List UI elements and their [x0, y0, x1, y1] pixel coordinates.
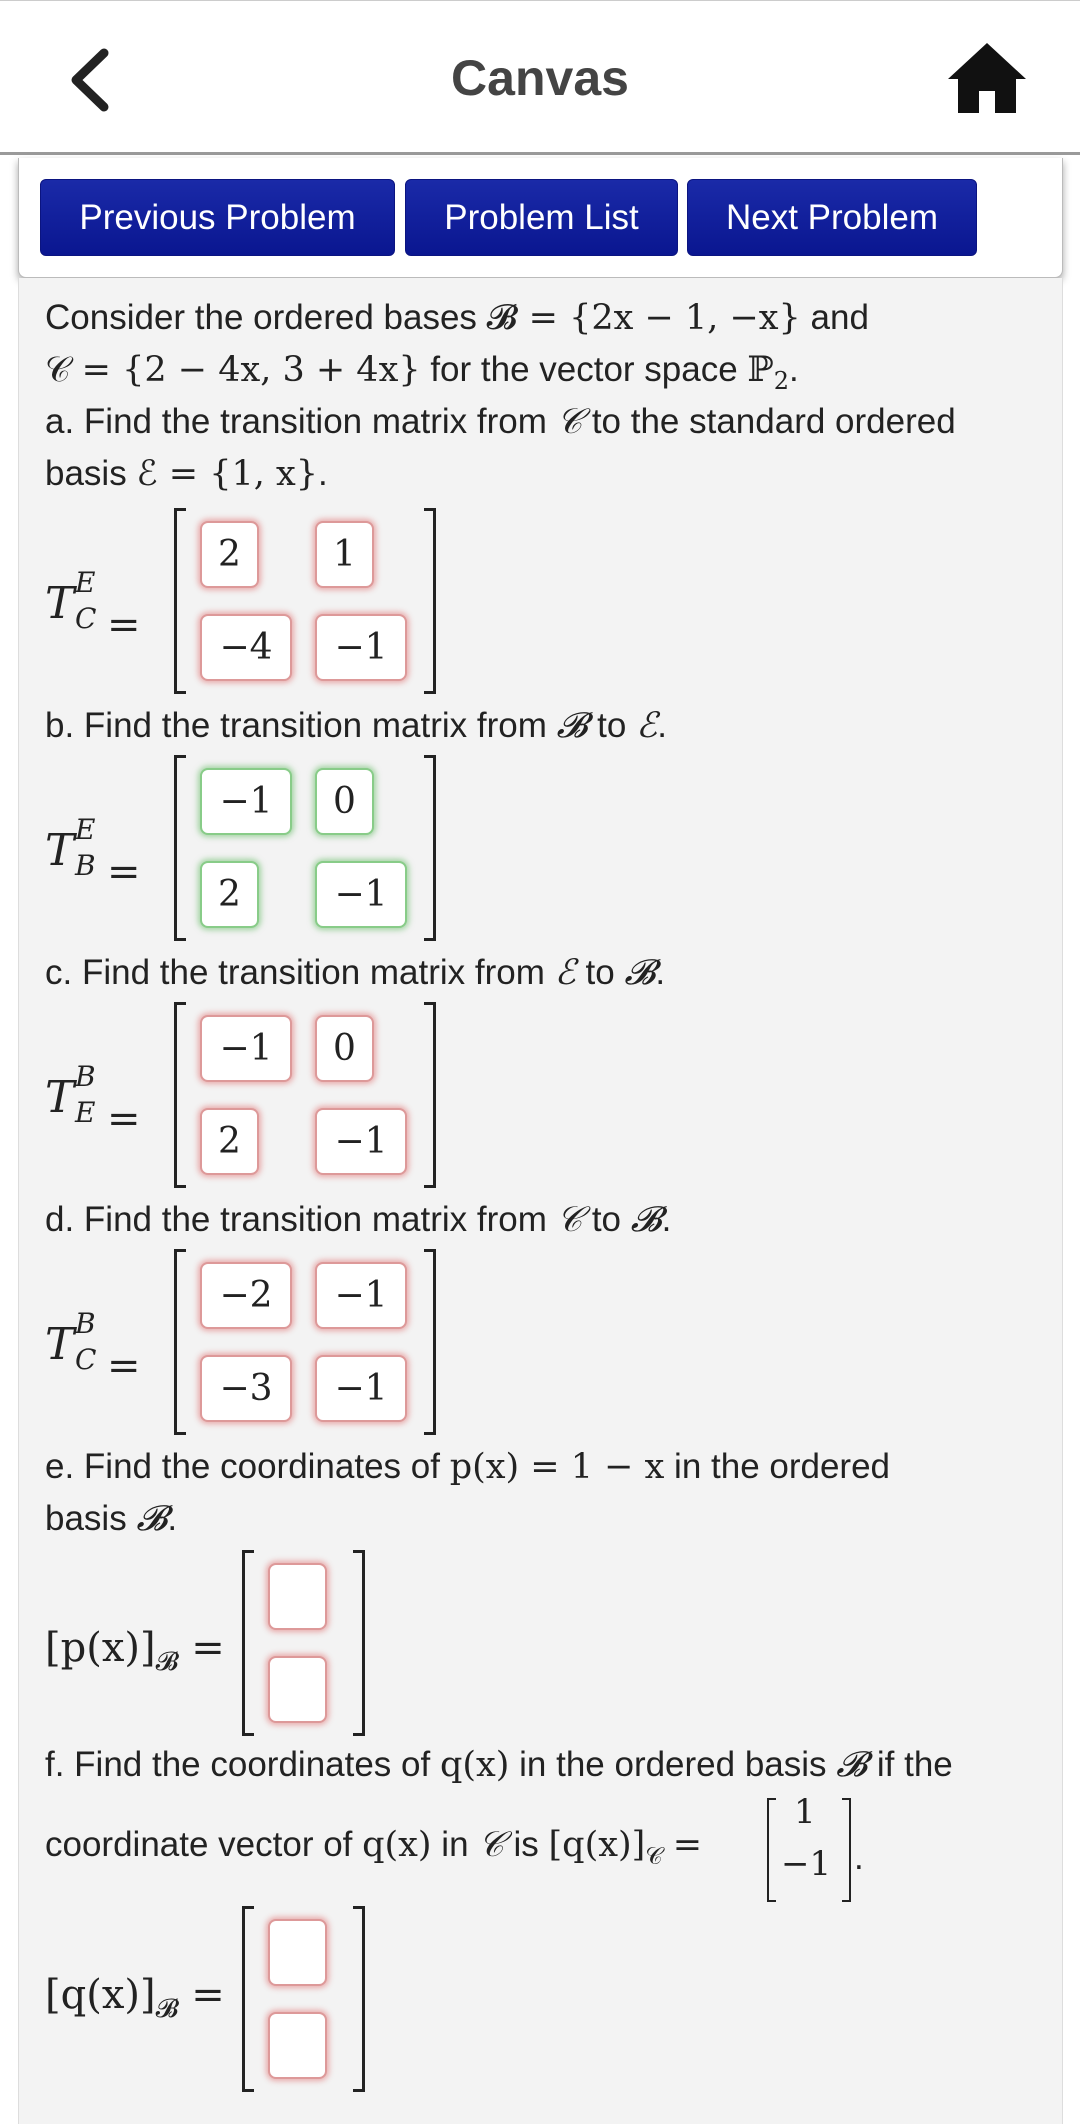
left-bracket — [174, 1002, 186, 1188]
part-c-text: c. Find the transition matrix from — [45, 953, 555, 992]
label-sub: C — [75, 602, 97, 635]
part-e-text-2: in the ordered — [664, 1447, 891, 1486]
label-T: T — [45, 578, 75, 629]
equals-sign: = — [191, 1972, 225, 2018]
matrix-d-cell-2-2[interactable]: −1 — [315, 1355, 407, 1422]
label-sup: E — [75, 566, 96, 599]
app-bar — [0, 0, 1080, 155]
part-a-text-2: to the standard ordered — [582, 402, 956, 441]
matrix-b-cell-1-1[interactable]: −1 — [200, 768, 292, 835]
part-a-text: a. Find the transition matrix from — [45, 402, 557, 441]
intro-period: . — [789, 350, 799, 389]
part-f-text-2: in the ordered basis — [509, 1745, 837, 1784]
part-f-vector-label — [45, 1972, 225, 2025]
matrix-d-cell-2-1[interactable]: −3 — [200, 1355, 292, 1422]
symbol-C: 𝒞 — [556, 1200, 583, 1240]
part-f-text-6: is — [503, 1825, 549, 1864]
label-sub: C — [75, 1343, 97, 1376]
intro-line-2 — [45, 350, 799, 395]
symbol-E: ℰ — [554, 953, 576, 993]
symbol-E: ℰ — [636, 706, 658, 746]
coord-vector-sub: 𝒞 — [645, 1842, 663, 1870]
label-sup: B — [75, 1307, 96, 1340]
part-b-question — [45, 706, 667, 746]
matrix-a-cell-1-2[interactable]: 1 — [315, 521, 374, 588]
equals-sign: = — [107, 1096, 141, 1142]
part-a-period: . — [318, 454, 328, 493]
part-d-text: d. Find the transition matrix from — [45, 1200, 557, 1239]
matrix-b-cell-2-1[interactable]: 2 — [200, 861, 259, 928]
part-a-question-line-2 — [45, 454, 328, 494]
problem-content — [18, 278, 1063, 2124]
part-f-period: . — [854, 1838, 864, 1877]
right-bracket — [842, 1798, 851, 1902]
left-bracket — [242, 1550, 254, 1736]
right-bracket — [424, 508, 436, 694]
part-b-period: . — [657, 706, 668, 745]
label-T: T — [45, 1319, 75, 1370]
part-c-matrix-label — [45, 1060, 141, 1142]
matrix-a-cell-2-2[interactable]: −1 — [315, 614, 407, 681]
intro-and: and — [800, 298, 869, 337]
part-f-text-4: coordinate vector of — [45, 1825, 363, 1864]
part-d-text-2: to — [582, 1200, 631, 1239]
part-c-text-2: to — [575, 953, 625, 992]
label-p: [p(x)] — [45, 1625, 156, 1671]
label-sub: B — [75, 849, 96, 882]
label-sub: 𝓑 — [155, 1647, 179, 1677]
left-bracket — [174, 755, 186, 941]
problem-nav-panel — [18, 158, 1063, 278]
app-title: Canvas — [451, 50, 629, 106]
part-a-question-line-1 — [45, 402, 956, 442]
matrix-d-cell-1-1[interactable]: −2 — [200, 1262, 292, 1329]
matrix-b-cell-2-2[interactable]: −1 — [315, 861, 407, 928]
equals-sign: = — [107, 602, 141, 648]
home-button[interactable] — [946, 39, 1028, 117]
part-d-period: . — [661, 1200, 672, 1239]
intro-text-2: for the vector space — [420, 350, 748, 389]
right-bracket — [424, 755, 436, 941]
symbol-C: 𝒞 — [478, 1825, 504, 1865]
label-sup: E — [75, 813, 96, 846]
vector-space-symbol: ℙ — [747, 350, 774, 390]
label-T: T — [45, 1072, 75, 1123]
part-b-text-2: to — [587, 706, 637, 745]
vector-f-input-2[interactable] — [268, 2012, 327, 2079]
symbol-B: 𝓑 — [836, 1745, 868, 1785]
part-f-text-3: if the — [867, 1745, 953, 1784]
part-b-text: b. Find the transition matrix from — [45, 706, 557, 745]
symbol-B: 𝓑 — [136, 1499, 168, 1539]
label-sup: B — [75, 1060, 96, 1093]
matrix-c-cell-2-2[interactable]: −1 — [315, 1108, 407, 1175]
part-b-matrix-label — [45, 813, 141, 895]
part-e-question-line-2 — [45, 1499, 177, 1539]
matrix-c-cell-2-1[interactable]: 2 — [200, 1108, 259, 1175]
intro-line-1 — [45, 298, 869, 338]
standard-basis-definition: ℰ = {1, x} — [136, 454, 318, 494]
left-bracket — [174, 1249, 186, 1435]
right-bracket — [353, 1906, 365, 2092]
intro-text: Consider the ordered bases — [45, 298, 487, 337]
right-bracket — [424, 1002, 436, 1188]
left-bracket — [767, 1798, 776, 1902]
matrix-a-cell-1-1[interactable]: 2 — [200, 521, 259, 588]
part-e-text: e. Find the coordinates of — [45, 1447, 450, 1486]
label-T: T — [45, 825, 75, 876]
part-d-question — [45, 1200, 671, 1240]
left-bracket — [174, 508, 186, 694]
part-a-text-3: basis — [45, 454, 137, 493]
part-f-question-line-1 — [45, 1745, 953, 1785]
vector-e-input-2[interactable] — [268, 1656, 327, 1723]
part-c-period: . — [655, 953, 666, 992]
next-problem-button[interactable]: Next Problem — [687, 179, 977, 256]
label-sub: 𝓑 — [155, 1994, 179, 2024]
symbol-B: 𝓑 — [556, 706, 588, 746]
label-q: [q(x)] — [45, 1972, 156, 2018]
part-e-vector-label — [45, 1625, 225, 1678]
polynomial-p: p(x) = 1 − x — [449, 1447, 665, 1487]
matrix-a-cell-2-1[interactable]: −4 — [200, 614, 292, 681]
part-c-question — [45, 953, 665, 993]
matrix-c-cell-1-1[interactable]: −1 — [200, 1015, 292, 1082]
part-d-matrix-label — [45, 1307, 141, 1389]
matrix-d-cell-1-2[interactable]: −1 — [315, 1262, 407, 1329]
home-icon — [946, 39, 1028, 117]
given-vector-entry-1: 1 — [794, 1792, 816, 1832]
equals-sign: = — [107, 849, 141, 895]
part-e-period: . — [167, 1499, 178, 1538]
equals-sign: = — [191, 1625, 225, 1671]
part-f-text: f. Find the coordinates of — [45, 1745, 440, 1784]
coord-vector-label: [q(x)] — [548, 1825, 646, 1865]
equals-sign: = — [107, 1343, 141, 1389]
right-bracket — [353, 1550, 365, 1736]
matrix-c-cell-1-2[interactable]: 0 — [315, 1015, 374, 1082]
part-e-text-3: basis — [45, 1499, 137, 1538]
label-sub: E — [75, 1096, 96, 1129]
problem-list-button[interactable]: Problem List — [405, 179, 678, 256]
previous-problem-button[interactable]: Previous Problem — [40, 179, 395, 256]
basis-C-definition: 𝒞 = {2 − 4x, 3 + 4x} — [45, 350, 421, 390]
symbol-B: 𝓑 — [624, 953, 656, 993]
right-bracket — [424, 1249, 436, 1435]
vector-f-input-1[interactable] — [268, 1919, 327, 1986]
polynomial-q: q(x) — [362, 1825, 432, 1865]
part-f-question-line-2 — [45, 1825, 702, 1870]
polynomial-q: q(x) — [439, 1745, 510, 1785]
vector-e-input-1[interactable] — [268, 1563, 327, 1630]
part-e-question-line-1 — [45, 1447, 890, 1487]
part-a-matrix-label — [45, 566, 141, 648]
basis-B-definition: 𝓑 = {2x − 1, −x} — [486, 298, 801, 338]
symbol-C: 𝒞 — [556, 402, 583, 442]
part-f-text-5: in — [431, 1825, 479, 1864]
vector-space-subscript: 2 — [773, 367, 790, 395]
left-bracket — [242, 1906, 254, 2092]
matrix-b-cell-1-2[interactable]: 0 — [315, 768, 374, 835]
symbol-B: 𝓑 — [630, 1200, 662, 1240]
given-vector-entry-2: −1 — [781, 1844, 832, 1884]
equals-sign: = — [672, 1825, 703, 1865]
